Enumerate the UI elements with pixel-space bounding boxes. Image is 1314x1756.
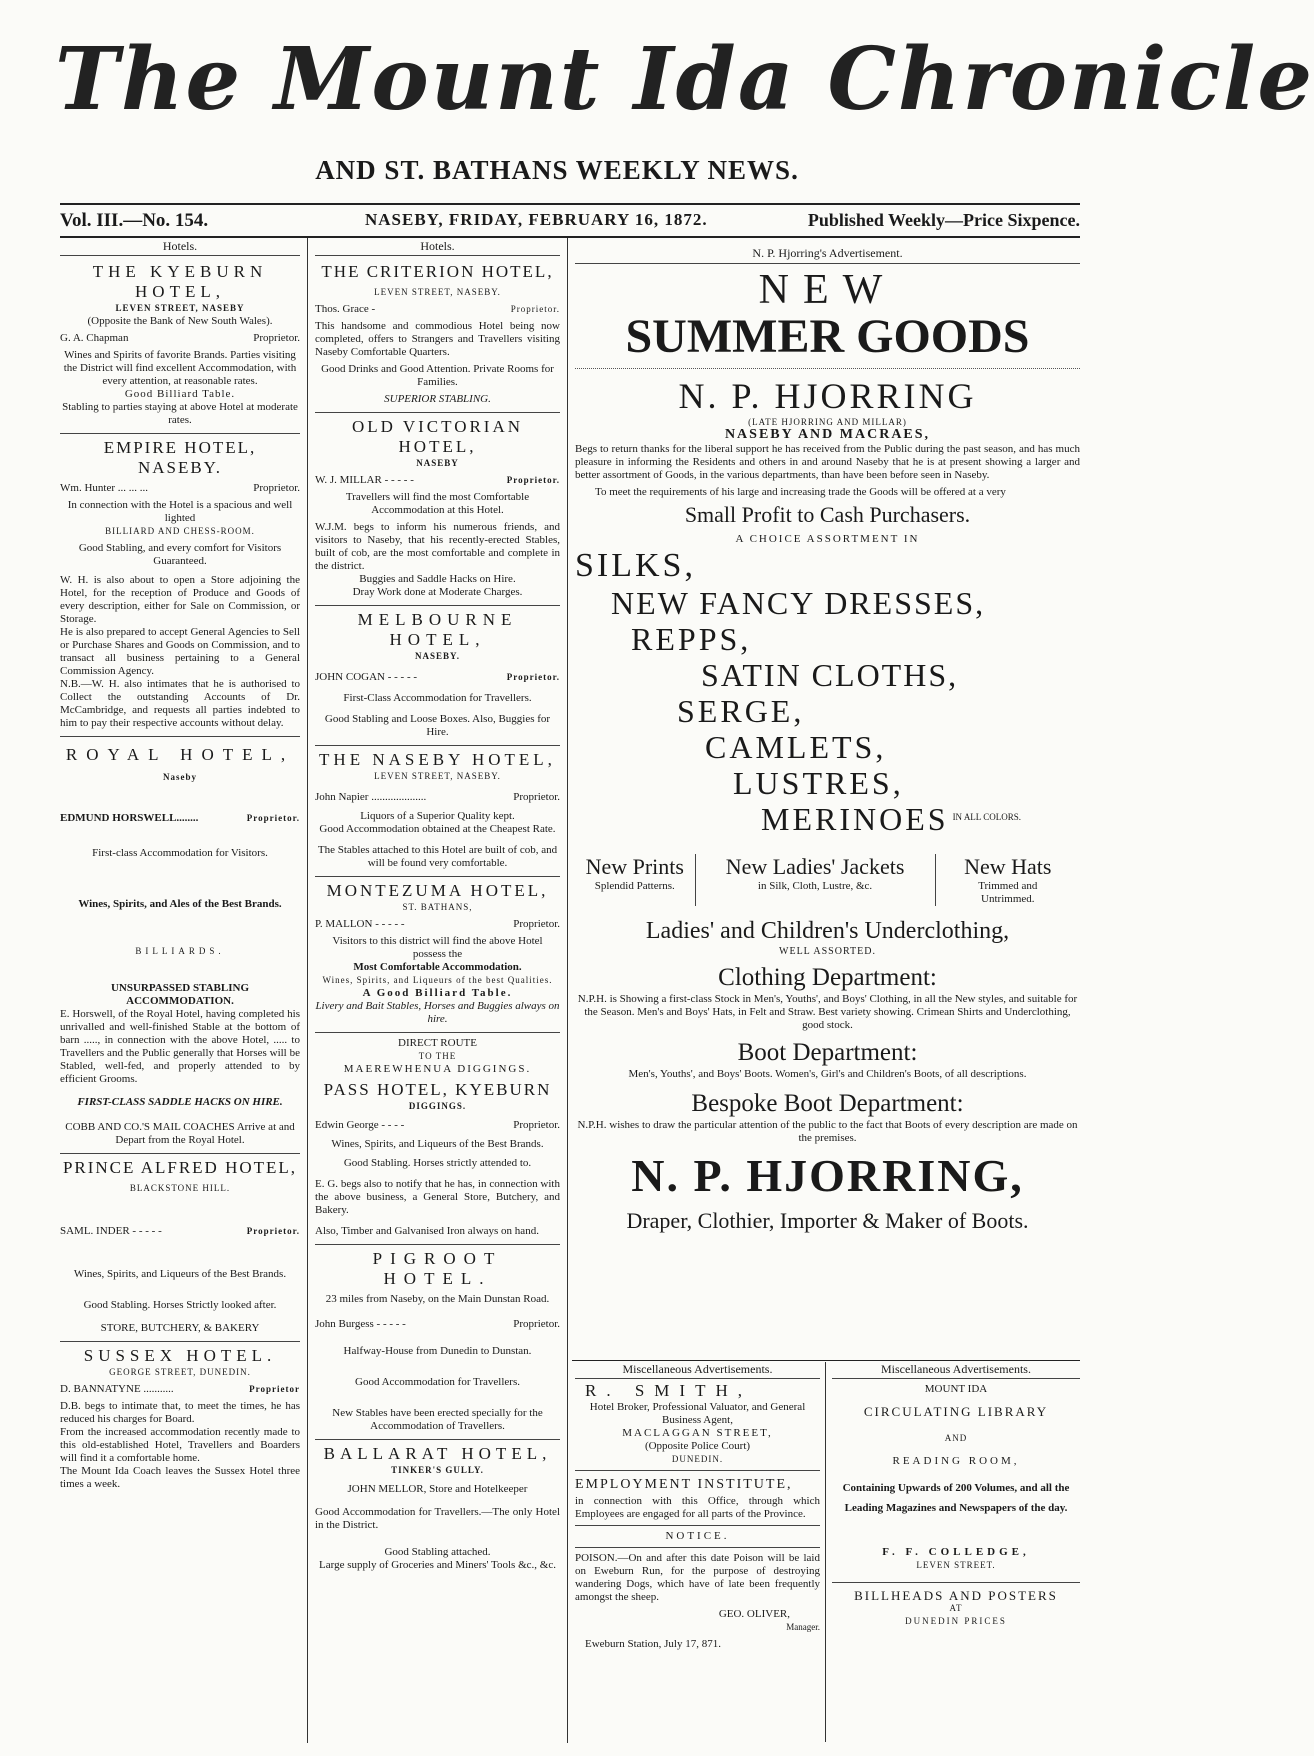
criterion-hotel-ad — [315, 258, 560, 413]
naseby-hotel-ad — [315, 746, 560, 877]
ad-title: BALLARAT HOTEL, — [323, 1444, 552, 1463]
ad-place: Eweburn Station, July 17, 871. — [585, 1638, 721, 1650]
hotels-column-2 — [315, 240, 560, 1578]
camlets-line: CAMLETS, — [705, 729, 887, 765]
new-hats-title: New Hats — [964, 854, 1052, 879]
proprietor-label: Proprietor. — [510, 304, 560, 314]
proprietor-name: John Burgess - - - - - — [315, 1318, 406, 1330]
ad-town: NASEBY — [416, 458, 459, 468]
masthead-subtitle: AND ST. BATHANS WEEKLY NEWS. — [315, 155, 799, 185]
new-jackets-title: New Ladies' Jackets — [725, 854, 905, 879]
merchant-name: N. P. HJORRING — [678, 376, 977, 416]
ad-text: E. Horswell, of the Royal Hotel, having completed his unrivalled and well-finished Stable at the bottom of barn ....., in connection with the above Hotel, ..... to Travellers and the Public generally that Horses will be Stabled, well-fed, and properly attended to by efficient Grooms. — [60, 1008, 300, 1085]
satin-cloths-line: SATIN CLOTHS, — [701, 657, 959, 693]
ad-text: Halfway-House from Dunedin to Dunstan. — [343, 1345, 532, 1357]
ad-title: THE KYEBURN HOTEL, — [92, 262, 268, 301]
new-prints-subtitle: Splendid Patterns. — [594, 880, 675, 892]
issue-date: NASEBY, FRIDAY, FEBRUARY 16, 1872. — [365, 210, 708, 229]
new-prints-box — [575, 854, 695, 906]
ad-text: In connection with the Hotel is a spacious and well lighted — [67, 499, 293, 524]
proprietor-label: Proprietor. — [253, 332, 300, 344]
ad-title: THE CRITERION HOTEL, — [321, 262, 554, 281]
ad-stabling: Stabling to parties staying at above Hotel at moderate rates. — [62, 401, 298, 426]
misc-rule — [572, 1360, 1080, 1361]
ad-street: GEORGE STREET, DUNEDIN. — [109, 1367, 251, 1377]
new-heading: NEW — [758, 267, 897, 313]
ad-text: Livery and Bait Stables, Horses and Buggies always on hire. — [315, 1000, 560, 1025]
lustres-line: LUSTRES, — [733, 765, 904, 801]
ad-text: SUPERIOR STABLING. — [384, 393, 491, 405]
kyeburn-hotel-ad — [60, 258, 300, 434]
ad-text: From the increased accommodation recently made to this old-established Hotel, Travellers and Boarders will find it a comfortable home. — [60, 1426, 300, 1464]
ad-text: BILLIARDS. — [135, 946, 225, 956]
ad-section-header: N. P. Hjorring's Advertisement. — [575, 246, 1080, 264]
notice-heading: NOTICE. — [665, 1530, 730, 1542]
ad-text: Also, Timber and Galvanised Iron always on hand. — [315, 1225, 539, 1237]
hjorring-advertisement — [575, 246, 1080, 1235]
ad-text: Good Stabling, and every comfort for Visitors Guaranteed. — [78, 542, 282, 567]
ad-street: LEVEN STREET. — [916, 1560, 996, 1570]
ad-title: PASS HOTEL, KYEBURN — [323, 1080, 552, 1099]
ad-text: Good Stabling. Horses strictly attended to. — [343, 1157, 532, 1169]
ad-street: LEVEN STREET, NASEBY. — [374, 287, 501, 297]
library-owner: F. F. COLLEDGE, — [882, 1546, 1030, 1558]
ad-title: PRINCE ALFRED HOTEL, — [62, 1158, 298, 1177]
ad-text: UNSURPASSED STABLING ACCOMMODATION. — [110, 982, 250, 1007]
proprietor-name: JOHN MELLOR, Store and Hotelkeeper — [347, 1483, 528, 1495]
ad-text: He is also prepared to accept General Agencies to Sell or Purchase Shares and Goods on Commission, and to transact all business pertaining to a General Commission Agency. — [60, 626, 300, 677]
ad-street: LEVEN STREET, NASEBY — [115, 303, 245, 313]
ad-title: PIGROOT HOTEL. — [372, 1249, 503, 1288]
ad-text: W.J.M. begs to inform his numerous friends, and visitors to Naseby, that his recently-erected Stables, built of cob, are the most comfortable and complete in the district. — [315, 521, 560, 572]
ad-text: DUNEDIN PRICES — [905, 1616, 1007, 1626]
ad-text: MAEREWHENUA DIGGINGS. — [343, 1063, 532, 1075]
masthead-title: The Mount Ida Chronicle — [55, 29, 1314, 130]
ad-title: SUSSEX HOTEL. — [83, 1346, 277, 1365]
misc-ads-left — [575, 1363, 820, 1651]
signature: GEO. OLIVER, — [718, 1608, 790, 1620]
ad-note: (Opposite the Bank of New South Wales). — [87, 315, 273, 327]
proprietor-label: Proprietor. — [246, 813, 300, 823]
fancy-dresses-line: NEW FANCY DRESSES, — [611, 585, 986, 621]
dateline-rule — [60, 236, 1080, 238]
melbourne-hotel-ad — [315, 606, 560, 746]
merinoes-note: IN ALL COLORS. — [952, 812, 1021, 822]
proprietor-label: Proprietor — [249, 1384, 300, 1394]
ad-text: AT — [949, 1603, 963, 1613]
proprietor-label: Proprietor. — [513, 1318, 560, 1330]
proprietor-name: JOHN COGAN - - - - - — [315, 671, 418, 683]
new-hats-box — [936, 854, 1080, 906]
ad-text: Good Accommodation for Travellers. — [355, 1376, 520, 1388]
ad-text: Dray Work done at Moderate Charges. — [352, 586, 523, 598]
ad-text: W. H. is also about to open a Store adjoining the Hotel, for the reception of Produce and Goods of every description, either for Sale on Commission, or Storage. — [60, 574, 300, 625]
proprietor-name: Edwin George - - - - — [315, 1119, 405, 1131]
ad-text: Most Comfortable Accommodation. — [353, 961, 522, 973]
ad-text: POISON.—On and after this date Poison will be laid on Eweburn Run, for the purpose of destroying wandering Dogs, which have of late been frequently amongst the sheep. — [575, 1552, 820, 1603]
trade-line: Draper, Clothier, Importer & Maker of Boots. — [626, 1208, 1029, 1233]
library-title: CIRCULATING LIBRARY — [863, 1404, 1049, 1419]
ad-text: Liquors of a Superior Quality kept. — [360, 810, 515, 822]
top-rule — [60, 203, 1080, 205]
ad-text: (Opposite Police Court) — [644, 1440, 751, 1452]
proprietor-label: Proprietor. — [513, 918, 560, 930]
ad-text: FIRST-CLASS SADDLE HACKS ON HIRE. — [77, 1096, 283, 1108]
proprietor-name: Wm. Hunter ... ... ... — [60, 482, 148, 494]
ad-text: DUNEDIN. — [671, 1454, 724, 1464]
proprietor-name: P. MALLON - - - - - — [315, 918, 405, 930]
proprietor-name: SAML. INDER - - - - - — [60, 1225, 162, 1237]
ad-town: NASEBY. — [415, 651, 460, 661]
employment-title: EMPLOYMENT INSTITUTE, — [575, 1477, 793, 1492]
ad-text: in connection with this Office, through which Employees are engaged for all parts of the Province. — [575, 1495, 820, 1520]
sussex-hotel-ad — [60, 1342, 300, 1497]
ad-title: MELBOURNE HOTEL, — [357, 610, 518, 649]
ballarat-hotel-ad — [315, 1440, 560, 1578]
ad-text: Good Drinks and Good Attention. Private Rooms for Families. — [321, 363, 554, 388]
proprietor-name: John Napier .................... — [315, 791, 427, 803]
section-header: Hotels. — [315, 240, 560, 256]
ad-intro: Begs to return thanks for the liberal support he has received from the Public during the past season, and has much pleasure in informing the Residents and others in and around Naseby that he is at present showing a larger and better assortment of Goods, in the various departments, than have been before seen in Naseby. — [575, 443, 1080, 481]
merchant-place: NASEBY AND MACRAES, — [724, 427, 931, 442]
ad-text: MOUNT IDA — [924, 1383, 988, 1395]
ad-text: Travellers will find the most Comfortable Accommodation at this Hotel. — [345, 491, 530, 516]
smith-title: R. SMITH, — [585, 1381, 752, 1400]
ad-text: AND — [944, 1433, 968, 1443]
serge-line: SERGE, — [677, 693, 805, 729]
ad-text: Visitors to this district will find the above Hotel possess the — [332, 935, 543, 960]
ad-text: Wines, Spirits, and Liqueurs of the best Qualities. — [322, 975, 553, 985]
ad-text: A Good Billiard Table. — [362, 987, 513, 999]
ad-text: This handsome and commodious Hotel being now completed, offers to Strangers and Travellers visiting Naseby Comfortable Quarters. — [315, 320, 560, 358]
billheads-title: BILLHEADS AND POSTERS — [854, 1588, 1058, 1603]
ad-title: THE NASEBY HOTEL, — [319, 750, 556, 769]
proprietor-name: EDMUND HORSWELL........ — [60, 812, 199, 824]
ad-text: TO THE — [418, 1051, 457, 1061]
clothing-heading: Clothing Department: — [718, 964, 937, 991]
proprietor-name: Thos. Grace - — [315, 303, 376, 315]
late-note: (LATE HJORRING AND MILLAR) — [748, 417, 907, 427]
ad-text: E. G. begs also to notify that he has, in connection with the above business, a General Store, Butchery, and Bakery. — [315, 1178, 560, 1216]
ad-text: The Mount Ida Coach leaves the Sussex Hotel three times a week. — [60, 1465, 300, 1490]
hotels-column-1 — [60, 240, 300, 1497]
ad-town: Naseby — [162, 772, 197, 782]
choice-line: A CHOICE ASSORTMENT IN — [735, 533, 920, 545]
proprietor-label: Proprietor. — [513, 1119, 560, 1131]
merinoes-text: MERINOES — [761, 801, 949, 837]
proprietor-name: W. J. MILLAR - - - - - — [315, 474, 414, 486]
ad-text: Buggies and Saddle Hacks on Hire. — [359, 573, 516, 585]
merchant-name-large: N. P. HJORRING, — [631, 1150, 1024, 1201]
ad-place: TINKER'S GULLY. — [391, 1465, 484, 1475]
dateline — [60, 210, 1080, 236]
ad-text: Good Stabling attached. — [384, 1546, 491, 1558]
ad-place: 23 miles from Naseby, on the Main Dunstan Road. — [325, 1293, 550, 1305]
merinoes-line — [575, 801, 1080, 844]
section-header: Miscellaneous Advertisements. — [832, 1363, 1080, 1379]
ad-text: D.B. begs to intimate that, to meet the times, he has reduced his charges for Board. — [60, 1400, 300, 1425]
ad-place: DIGGINGS. — [408, 1101, 467, 1111]
proprietor-label: Proprietor. — [246, 1226, 300, 1236]
ad-text: Good Stabling and Loose Boxes. Also, Buggies for Hire. — [324, 713, 551, 738]
summer-goods-heading: SUMMER GOODS — [625, 310, 1030, 363]
ad-text: First-class Accommodation for Visitors. — [92, 847, 268, 859]
novelty-row — [575, 854, 1080, 906]
pigroot-hotel-ad — [315, 1245, 560, 1440]
ad-text: Wines, Spirits, and Liqueurs of the Best Brands. — [73, 1268, 287, 1280]
ad-text: Wines, Spirits, and Ales of the Best Brands. — [78, 898, 282, 910]
ad-intro-2: To meet the requirements of his large and increasing trade the Goods will be offered at a very — [595, 486, 1006, 498]
ad-title: OLD VICTORIAN HOTEL, — [351, 417, 524, 456]
ad-text: READING ROOM, — [892, 1455, 1020, 1467]
ad-text: Good Accommodation for Travellers.—The only Hotel in the District. — [315, 1506, 560, 1531]
proprietor-name: G. A. Chapman — [60, 332, 129, 344]
pass-hotel-ad — [315, 1033, 560, 1245]
ad-title: ROYAL HOTEL, — [65, 745, 295, 764]
ad-text: MACLAGGAN STREET, — [622, 1427, 773, 1439]
new-prints-title: New Prints — [585, 854, 684, 879]
old-victorian-hotel-ad — [315, 413, 560, 606]
ad-text: STORE, BUTCHERY, & BAKERY — [100, 1322, 260, 1334]
ad-place: ST. BATHANS, — [402, 902, 473, 912]
ad-title: EMPIRE HOTEL, NASEBY. — [103, 438, 257, 477]
ad-text: The Stables attached to this Hotel are built of cob, and will be found very comfortable. — [317, 844, 558, 869]
proprietor-label: Proprietor. — [506, 475, 560, 485]
ad-text: Wines, Spirits, and Liqueurs of the Best Brands. — [331, 1138, 544, 1150]
column-divider — [307, 238, 308, 1743]
bespoke-heading: Bespoke Boot Department: — [691, 1090, 964, 1117]
ad-text: New Stables have been erected specially for the Accommodation of Travellers. — [332, 1407, 543, 1432]
ad-text: BILLIARD AND CHESS-ROOM. — [105, 526, 255, 536]
section-header: Hotels. — [60, 240, 300, 256]
proprietor-label: Proprietor. — [253, 482, 300, 494]
proprietor-name: D. BANNATYNE ........... — [60, 1383, 174, 1395]
ad-text: Good Stabling. Horses Strictly looked after. — [83, 1299, 277, 1311]
new-jackets-subtitle: in Silk, Cloth, Lustre, &c. — [757, 880, 873, 892]
ad-text: N.B.—W. H. also intimates that he is authorised to Collect the outstanding Accounts of Dr. McCambridge, and requests all parties indebted to him to pay their respective accounts without delay. — [60, 678, 300, 729]
misc-ads-right — [832, 1363, 1080, 1628]
boot-text: Men's, Youths', and Boys' Boots. Women's, Girl's and Children's Boots, of all descriptions. — [628, 1068, 1027, 1080]
clothing-text: N.P.H. is Showing a first-class Stock in Men's, Youths', and Boys' Clothing, in all the New styles, and suitable for the Season. Men's and Boys' Hats, in Felt and Straw. Best variety showing. Crimean Shirts and Underclothing, good stock. — [577, 993, 1078, 1031]
ad-title: MONTEZUMA HOTEL, — [326, 881, 549, 900]
price-note: Published Weekly—Price Sixpence. — [807, 210, 1080, 230]
ad-text: Hotel Broker, Professional Valuator, and General Business Agent, — [589, 1401, 806, 1426]
empire-hotel-ad — [60, 434, 300, 737]
montezuma-hotel-ad — [315, 877, 560, 1033]
boot-heading: Boot Department: — [737, 1039, 918, 1066]
underclothing-heading: Ladies' and Children's Underclothing, — [645, 918, 1010, 944]
prince-alfred-hotel-ad — [60, 1154, 300, 1342]
ad-street: LEVEN STREET, NASEBY. — [374, 771, 501, 781]
ad-text: COBB AND CO.'S MAIL COACHES Arrive at and Depart from the Royal Hotel. — [65, 1121, 295, 1146]
silks-line: SILKS, — [575, 547, 696, 584]
small-profit-line: Small Profit to Cash Purchasers. — [684, 502, 971, 527]
royal-hotel-ad — [60, 737, 300, 1154]
section-header: Miscellaneous Advertisements. — [575, 1363, 820, 1379]
ad-place: BLACKSTONE HILL. — [129, 1183, 231, 1193]
ad-text: DIRECT ROUTE — [398, 1037, 477, 1049]
volume-number: Vol. III.—No. 154. — [60, 210, 209, 231]
ad-text: Containing Upwards of 200 Volumes, and all the Leading Magazines and Newspapers of the day. — [842, 1482, 1070, 1514]
bespoke-text: N.P.H. wishes to draw the particular attention of the public to the fact that Boots of every description are made on the premises. — [577, 1119, 1078, 1144]
ad-text: Large supply of Groceries and Miners' Tools &c., &c. — [319, 1559, 556, 1571]
misc-divider — [825, 1362, 826, 1742]
ad-billiard: Good Billiard Table. — [124, 388, 236, 400]
column-divider — [567, 238, 568, 1743]
ad-text: Good Accommodation obtained at the Cheapest Rate. — [319, 823, 556, 835]
underclothing-sub: WELL ASSORTED. — [779, 946, 876, 957]
repps-line: REPPS, — [631, 621, 752, 657]
proprietor-label: Proprietor. — [513, 791, 560, 803]
proprietor-label: Proprietor. — [506, 672, 560, 682]
ad-body: Wines and Spirits of favorite Brands. Parties visiting the District will find excellent Accommodation, with every attention, at reasonable rates. — [63, 349, 297, 387]
ad-text: First-Class Accommodation for Travellers. — [343, 692, 532, 704]
new-hats-subtitle: Trimmed and Untrimmed. — [978, 880, 1038, 905]
new-jackets-box — [695, 854, 936, 906]
signature-title: Manager. — [786, 1622, 820, 1632]
